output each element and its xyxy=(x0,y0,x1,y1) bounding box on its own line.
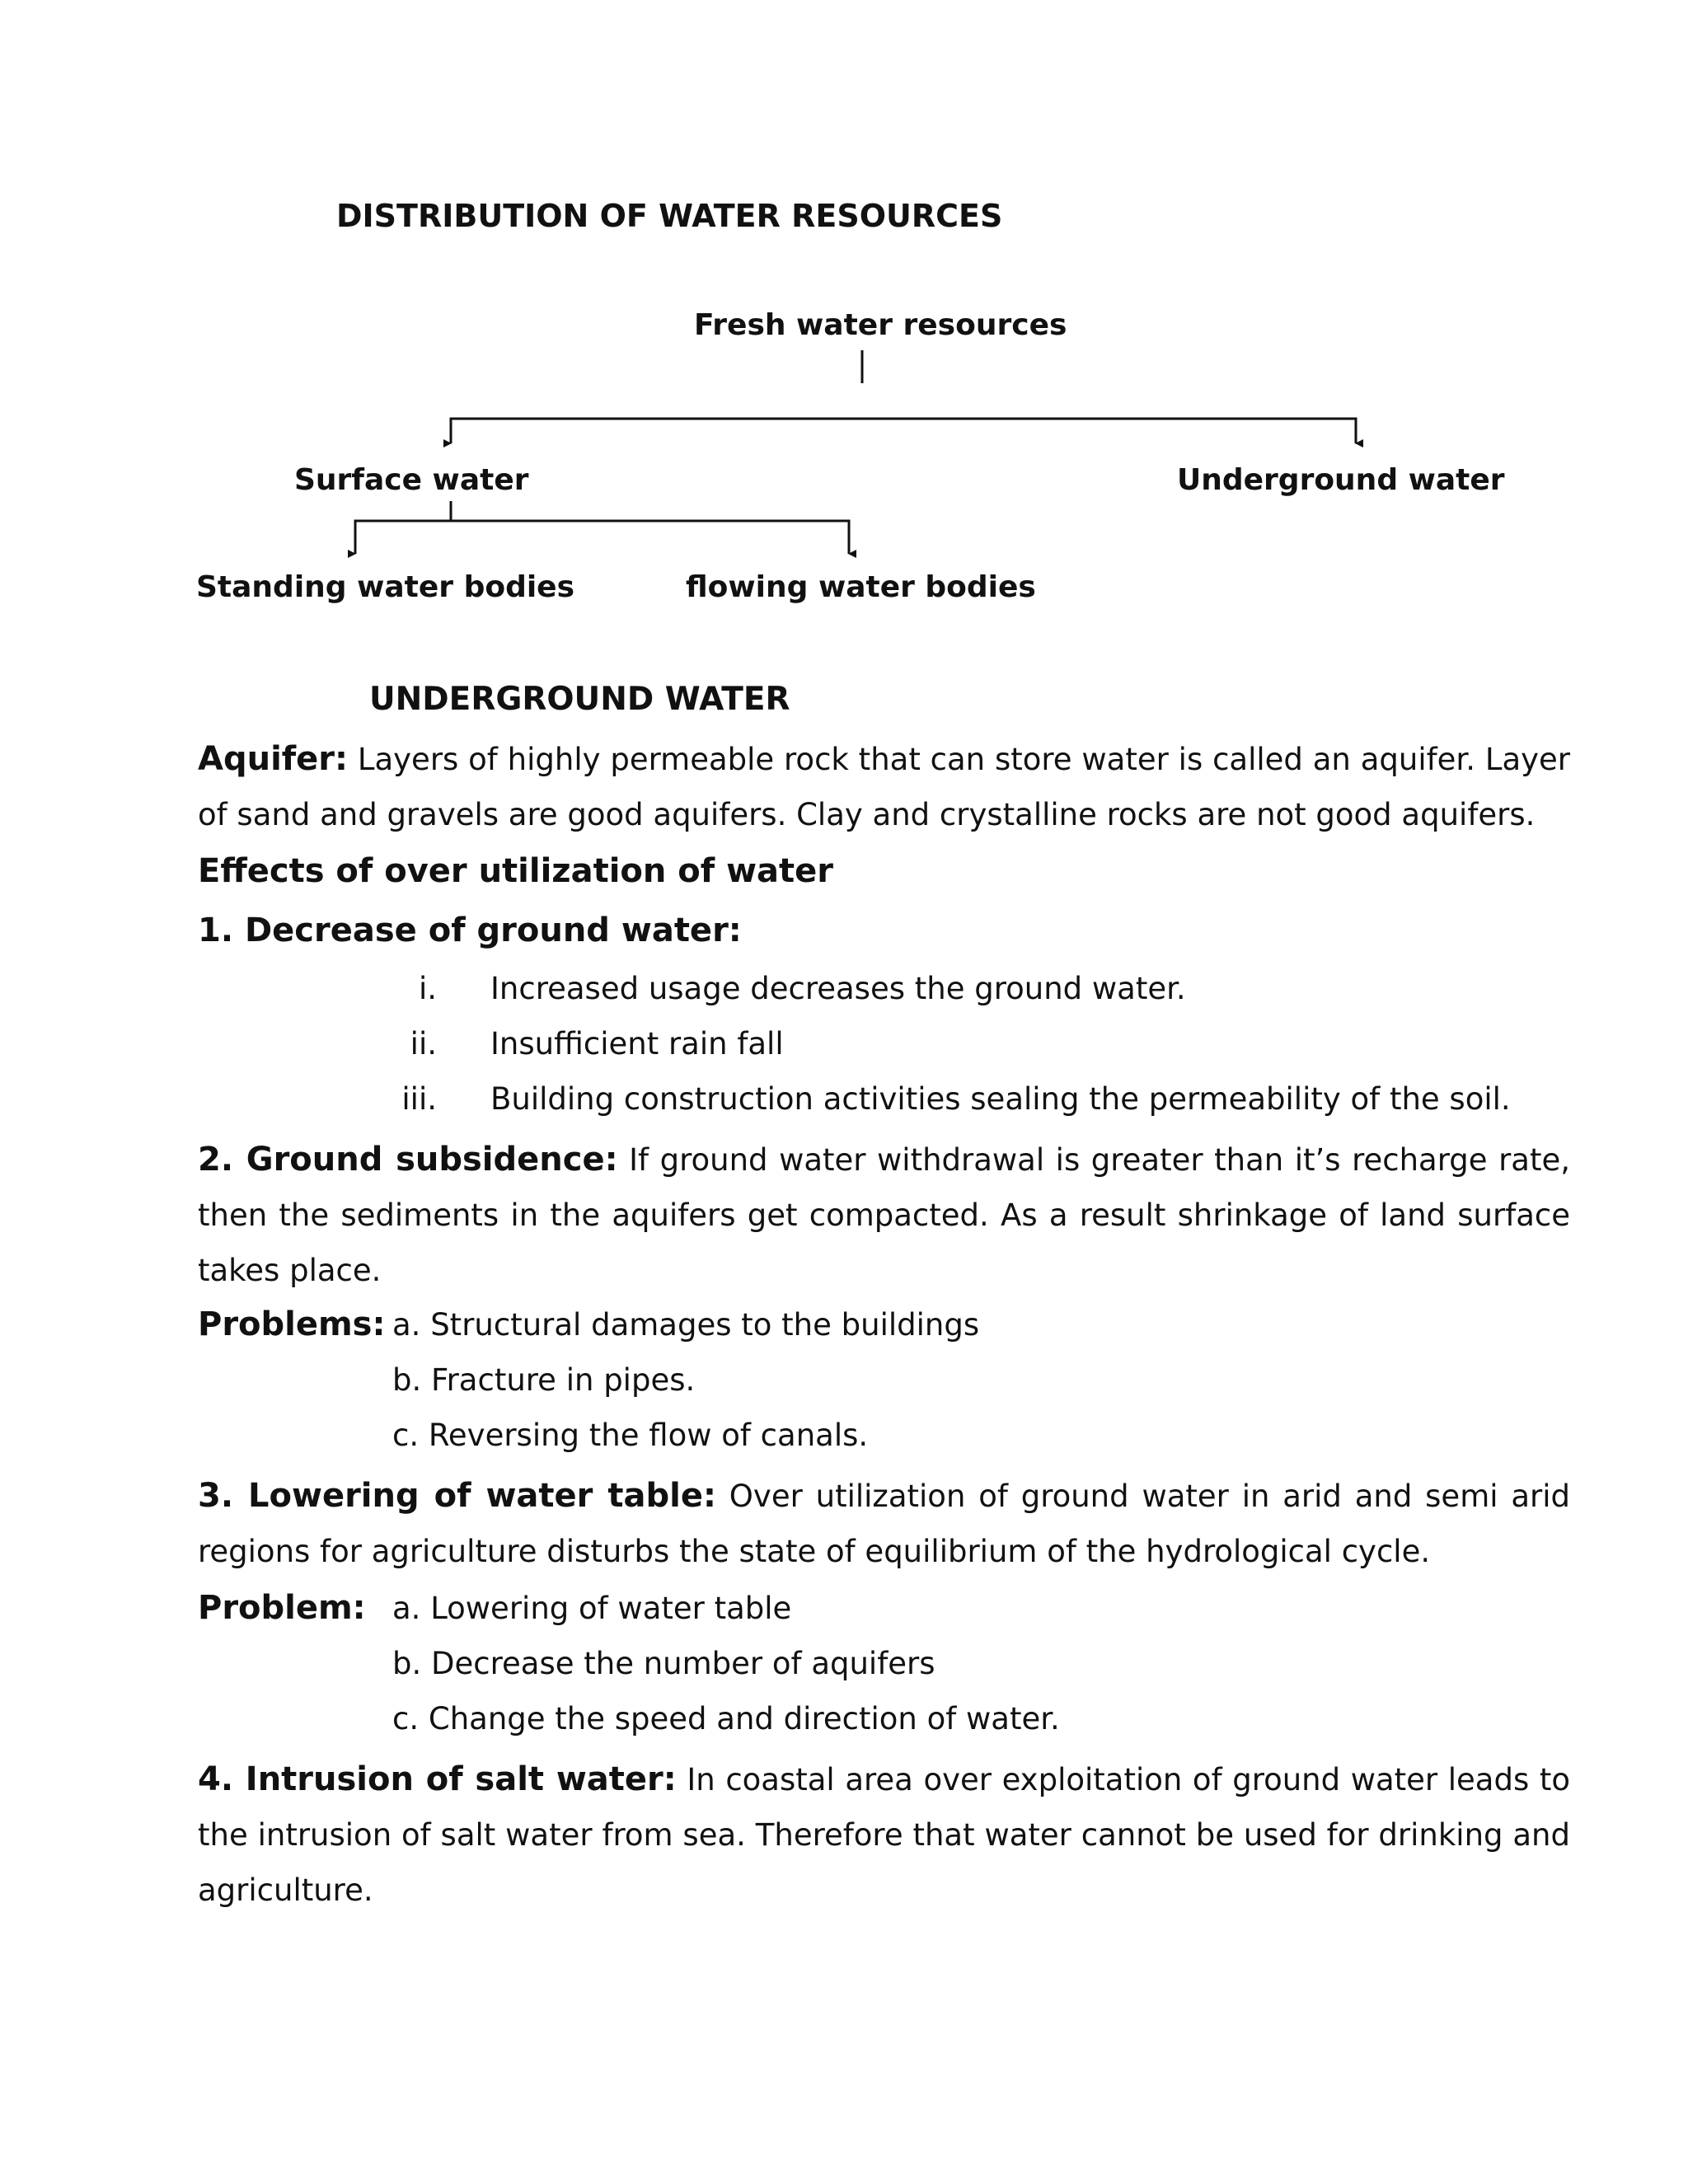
subsidence-label: 2. Ground subsidence: xyxy=(198,1141,618,1179)
intrusion-paragraph xyxy=(198,1752,1570,1918)
decrease-item-text: Insufficient rain fall xyxy=(490,1026,784,1062)
connector-surface-branch xyxy=(355,521,849,554)
problem-item: a. Lowering of water table xyxy=(392,1591,792,1626)
decrease-item-text: Building construction activities sealing the permeability of the soil. xyxy=(490,1081,1511,1117)
diagram-root-node: Fresh water resources xyxy=(694,308,1067,342)
problems-label: Problems: xyxy=(198,1305,386,1343)
problem-item: c. Change the speed and direction of water. xyxy=(392,1701,1060,1736)
section-title: UNDERGROUND WATER xyxy=(369,681,790,718)
lowering-paragraph xyxy=(198,1469,1570,1579)
problem-item: b. Fracture in pipes. xyxy=(392,1362,696,1398)
lowering-text: Over utilization of ground water in arid and semi arid regions for agriculture disturbs the state of equilibrium of the hydrological cycle. xyxy=(198,1479,1571,1569)
lowering-label: 3. Lowering of water table: xyxy=(198,1477,716,1515)
page-title: DISTRIBUTION OF WATER RESOURCES xyxy=(336,198,1003,234)
decrease-item-number: i. xyxy=(418,971,437,1006)
intrusion-text: In coastal area over exploitation of ground water leads to the intrusion of salt water from sea. Therefore that water cannot be used for drinking and agriculture. xyxy=(198,1762,1570,1908)
connector-root-branch xyxy=(451,419,1356,443)
effects-heading: Effects of over utilization of water xyxy=(198,852,834,890)
decrease-heading: 1. Decrease of ground water: xyxy=(198,912,742,949)
intrusion-label: 4. Intrusion of salt water: xyxy=(198,1760,677,1798)
diagram-standing-water-node: Standing water bodies xyxy=(196,570,575,604)
subsidence-text: If ground water withdrawal is greater than it’s recharge rate, then the sediments in the aquifers get compacted. As a result shrinkage of land surface takes place. xyxy=(198,1142,1571,1288)
problem-label: Problem: xyxy=(198,1589,366,1627)
decrease-item-text: Increased usage decreases the ground water. xyxy=(490,971,1186,1006)
decrease-item-number: ii. xyxy=(410,1026,437,1062)
diagram-surface-water-node: Surface water xyxy=(294,463,529,497)
aquifer-text: Layers of highly permeable rock that can store water is called an aquifer. Layer of sand and gravels are good aquifers. Clay and crystalline rocks are not good aquifers. xyxy=(198,742,1570,832)
problem-item: c. Reversing the flow of canals. xyxy=(392,1418,869,1453)
subsidence-paragraph xyxy=(198,1132,1570,1298)
aquifer-label: Aquifer: xyxy=(198,740,349,778)
decrease-item-number: iii. xyxy=(401,1081,437,1117)
problem-item: a. Structural damages to the buildings xyxy=(392,1307,980,1343)
diagram-underground-water-node: Underground water xyxy=(1177,463,1505,497)
aquifer-paragraph xyxy=(198,732,1570,842)
problem-item: b. Decrease the number of aquifers xyxy=(392,1646,935,1681)
diagram-flowing-water-node: flowing water bodies xyxy=(686,570,1036,604)
